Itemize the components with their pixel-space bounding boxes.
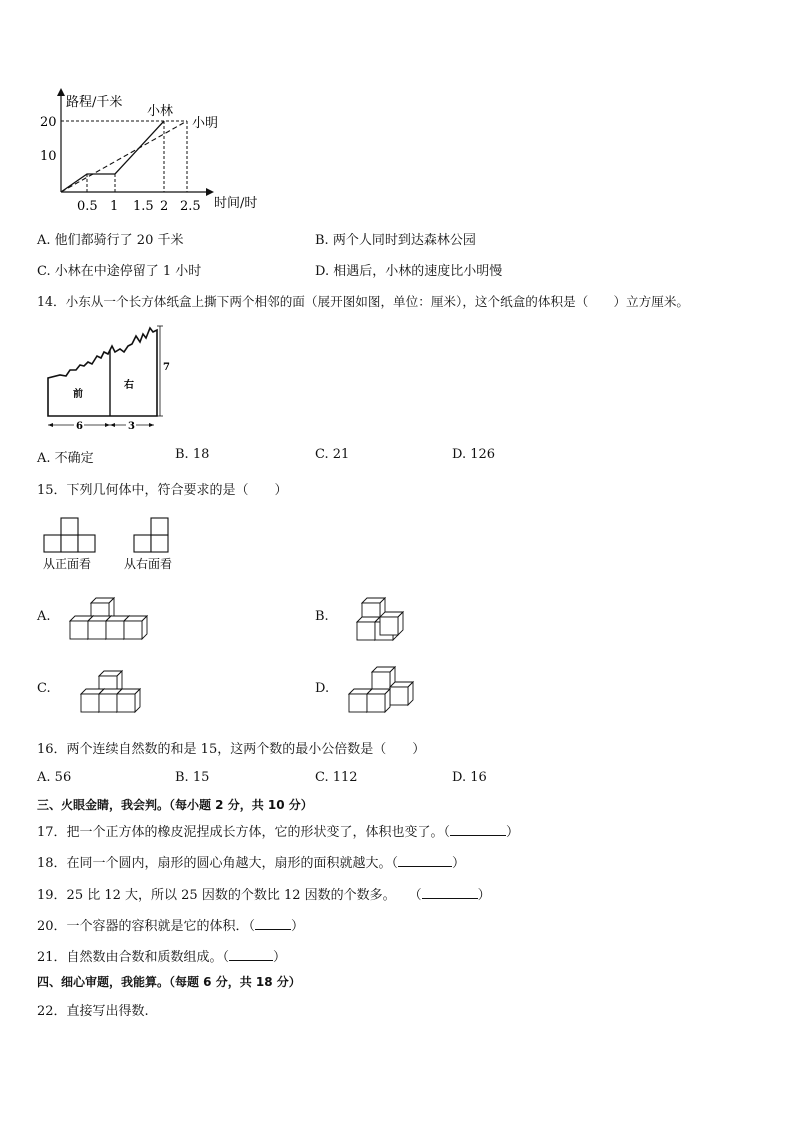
series-label-xiaolin: 小林 (147, 104, 174, 119)
q15-option-b-letter[interactable]: B. (315, 609, 329, 624)
q16-question: 16．两个连续自然数的和是 15，这两个数的最小公倍数是（ ） (37, 742, 426, 757)
x-axis-arrow (206, 188, 214, 196)
q19-answer-blank[interactable] (422, 887, 478, 899)
q13-option-c[interactable]: C. 小林在中途停留了 1 小时 (37, 264, 202, 279)
q13-option-d[interactable]: D. 相遇后，小林的速度比小明慢 (315, 264, 503, 279)
q15-option-a-solid (65, 594, 160, 644)
series-xiaolin-line (61, 121, 164, 192)
right-view-label: 从右面看 (124, 557, 173, 571)
q14-option-c[interactable]: C. 21 (315, 447, 350, 462)
q15-views (38, 516, 198, 576)
box-net-figure (40, 322, 170, 434)
q14-option-a[interactable]: A. 不确定 (37, 451, 94, 466)
q13-option-a[interactable]: A. 他们都骑行了 20 千米 (37, 233, 184, 248)
y-axis-label: 路程/千米 (66, 95, 123, 110)
q16-option-a[interactable]: A. 56 (37, 770, 72, 785)
x-tick-1: 1 (110, 199, 119, 214)
q20-answer-blank[interactable] (255, 918, 291, 930)
x-tick-2: 2 (160, 199, 169, 214)
q18-answer-blank[interactable] (398, 855, 452, 867)
q16-option-c[interactable]: C. 112 (315, 770, 358, 785)
x-tick-0.5: 0.5 (77, 199, 98, 214)
q15-option-d-letter[interactable]: D. (315, 681, 330, 696)
q14-option-b[interactable]: B. 18 (175, 447, 210, 462)
series-xiaoming-line (61, 121, 187, 192)
y-tick-20: 20 (40, 115, 57, 130)
section-3-heading: 三、火眼金睛，我会判。（每小题 2 分，共 10 分） (37, 798, 313, 812)
q14-option-d[interactable]: D. 126 (452, 447, 496, 462)
q21: 21．自然数由合数和质数组成。（ ） (37, 950, 287, 965)
x-tick-2.5: 2.5 (180, 199, 201, 214)
q14-question: 14．小东从一个长方体纸盒上撕下两个相邻的面（展开图如图，单位：厘米），这个纸盒的体积是（ ）立方厘米。 (37, 294, 690, 309)
distance-time-graph (30, 85, 280, 220)
q15-option-c-letter[interactable]: C. (37, 681, 51, 696)
q16-option-b[interactable]: B. 15 (175, 770, 210, 785)
q13-option-b[interactable]: B. 两个人同时到达森林公园 (315, 233, 476, 248)
q19: 19．25 比 12 大，所以 25 因数的个数比 12 因数的个数多。 （ ） (37, 888, 491, 903)
q22: 22．直接写出得数. (37, 1004, 149, 1019)
q15-option-d-solid (344, 665, 424, 719)
height-label: 7 (163, 362, 170, 373)
x-tick-1.5: 1.5 (133, 199, 154, 214)
x-axis-label: 时间/时 (214, 196, 258, 211)
right-face-label: 右 (124, 380, 134, 391)
q20: 20．一个容器的容积就是它的体积．（ ） (37, 919, 305, 934)
q17-answer-blank[interactable] (450, 824, 506, 836)
q15-question: 15．下列几何体中，符合要求的是（ ） (37, 483, 288, 498)
q15-option-b-solid (352, 595, 412, 645)
front-view-label: 从正面看 (43, 557, 92, 571)
y-axis-arrow (57, 88, 65, 96)
torn-faces-outline (48, 328, 157, 416)
q21-answer-blank[interactable] (229, 949, 273, 961)
q18: 18．在同一个圆内，扇形的圆心角越大，扇形的面积就越大。（ ） (37, 856, 466, 871)
front-face-label: 前 (73, 389, 83, 400)
series-label-xiaoming: 小明 (192, 116, 219, 131)
q15-option-a-letter[interactable]: A. (37, 609, 51, 624)
q16-option-d[interactable]: D. 16 (452, 770, 487, 785)
q17: 17．把一个正方体的橡皮泥捏成长方体，它的形状变了，体积也变了。（ ） (37, 825, 520, 840)
front-width-label: 6 (76, 421, 83, 432)
q15-option-c-solid (76, 667, 146, 719)
y-tick-10: 10 (40, 149, 57, 164)
right-width-label: 3 (128, 421, 135, 432)
section-4-heading: 四、细心审题，我能算。（每题 6 分，共 18 分） (37, 975, 301, 989)
